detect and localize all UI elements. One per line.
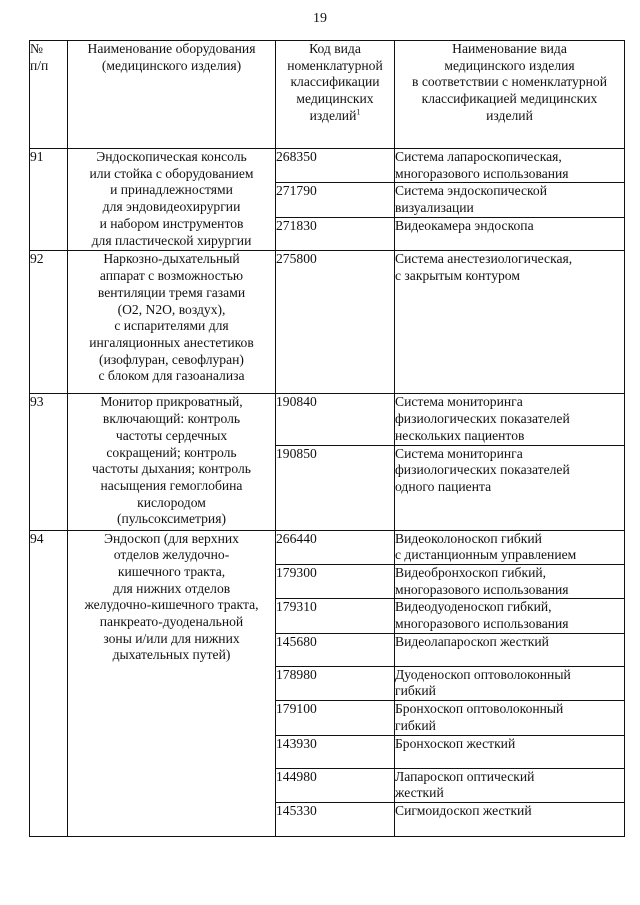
device-kind-name [395,564,625,598]
header-code-line: Код вида [309,41,361,56]
device-kind-line: Система мониторинга [395,394,523,410]
equipment-table [29,40,625,837]
device-kind-name [395,183,625,218]
nomenclature-code: 266440 [276,530,395,564]
device-kind-line: Система анестезиологическая, [395,251,573,267]
device-kind-name [395,599,625,633]
equipment-name-line: кислородом [137,494,206,510]
equipment-name-line: частоты дыхания; контроль [92,461,251,477]
row-number: 93 [30,394,68,530]
header-code-word: изделий [309,107,357,123]
device-kind-name [395,633,625,666]
device-kind-line: визуализации [395,200,474,216]
device-kind-line: Лапароскоп оптический [395,768,535,784]
footnote-marker: 1 [356,107,361,117]
equipment-name-line: вентиляции тремя газами [97,284,246,300]
header-number [30,41,68,149]
device-kind-line: одного пациента [395,478,492,494]
equipment-name [68,394,276,530]
device-kind-name [395,735,625,768]
table-row [30,149,625,183]
device-kind-name [395,218,625,251]
equipment-name-line: для нижних отделов [112,580,231,596]
row-number: 94 [30,530,68,836]
device-kind-line: Бронхоскоп жесткий [395,735,516,751]
device-kind-line: Система мониторинга [395,445,523,461]
table-row [30,394,625,445]
equipment-name-line: частоты сердечных [115,427,228,443]
header-code-line: медицинских [296,91,374,107]
header-equipment-line: (медицинского изделия) [101,57,242,73]
device-kind-line: гибкий [395,717,436,733]
equipment-name-line: зоны и/или для нижних [103,630,240,646]
equipment-name-line: Эндоскопическая консоль [96,149,247,164]
device-kind-name [395,394,625,445]
device-kind-line: Сигмоидоскоп жесткий [395,802,532,818]
equipment-name [68,530,276,836]
equipment-name-line: Эндоскоп (для верхних [104,530,239,546]
device-kind-name [395,768,625,802]
device-kind-line: с закрытым контуром [395,268,520,284]
equipment-name-line: с блоком для газоанализа [98,368,245,384]
row-number: 92 [30,251,68,394]
device-kind-line: Видеокамера эндоскопа [395,218,534,234]
nomenclature-code: 179310 [276,599,395,633]
device-kind-line: жесткий [395,785,444,801]
nomenclature-code: 268350 [276,149,395,183]
equipment-name-line: желудочно-кишечного тракта, [84,597,259,613]
table-row [30,251,625,394]
table-body [30,149,625,837]
equipment-name-line: дыхательных путей) [112,647,231,663]
equipment-name-line: ингаляционных анестетиков [89,334,254,350]
device-kind-line: Система лапароскопическая, [395,149,562,164]
device-kind-line: многоразового использования [395,165,569,181]
device-kind-line: Видеодуоденоскоп гибкий, [395,599,552,615]
header-equipment-line: Наименование оборудования [87,41,256,56]
equipment-name-line: Наркозно-дыхательный [103,251,240,267]
device-kind-name [395,149,625,183]
page-number: 19 [313,11,327,26]
device-kind-line: Дуоденоскоп оптоволоконный [395,666,571,682]
equipment-name-line: для пластической хирургии [91,232,252,248]
equipment-name-line: или стойка с оборудованием [89,165,254,181]
device-kind-line: Видеолапароскоп жесткий [395,633,549,649]
device-kind-line: многоразового использования [395,581,569,597]
equipment-name-line: Монитор прикроватный, [100,394,243,410]
equipment-name-line: и принадлежностями [110,182,233,198]
nomenclature-code: 179100 [276,701,395,735]
device-kind-line: Бронхоскоп оптоволоконный [395,701,564,717]
header-kind-line: классификацией медицинских [421,91,598,107]
table-header-row [30,41,625,149]
header-code-line: номенклатурной [287,57,383,73]
header-kind-line: медицинского изделия [444,57,575,73]
device-kind-name [395,802,625,836]
nomenclature-code: 143930 [276,735,395,768]
nomenclature-code: 271830 [276,218,395,251]
device-kind-line: Видеобронхоскоп гибкий, [395,564,547,580]
header-code-line: классификации [290,74,380,90]
header-kind-line: Наименование вида [452,41,567,56]
equipment-name-line: включающий: контроль [102,411,241,427]
device-kind-line: Система эндоскопической [395,183,547,199]
equipment-name-line: кишечного тракта, [117,563,226,579]
nomenclature-code: 145330 [276,802,395,836]
nomenclature-code: 190850 [276,445,395,530]
device-kind-line: нескольких пациентов [395,427,525,443]
equipment-name-line: (изофлуран, севофлуран) [99,351,244,367]
device-kind-name [395,530,625,564]
header-number-line: п/п [30,57,49,73]
equipment-name-line: отделов желудочно- [113,547,230,563]
header-number-line: № [30,41,43,56]
equipment-name-line: для эндовидеохирургии [102,199,241,215]
device-kind-line: физиологических показателей [395,411,570,427]
nomenclature-code: 179300 [276,564,395,598]
header-kind-line: в соответствии с номенклатурной [412,74,607,90]
device-kind-name [395,251,625,394]
device-kind-name [395,445,625,530]
header-device-kind [395,41,625,149]
device-kind-line: многоразового использования [395,616,569,632]
equipment-name-line: (O2, N2O, воздух), [117,301,226,317]
nomenclature-code: 144980 [276,768,395,802]
equipment-name-line: и набором инструментов [99,215,244,231]
header-code-line [276,108,394,125]
equipment-name-line: (пульсоксиметрия) [117,511,226,527]
equipment-name-line: панкреато-дуоденальной [99,614,244,630]
header-kind-line: изделий [486,107,533,123]
nomenclature-code: 190840 [276,394,395,445]
equipment-name-line: сокращений; контроль [106,444,237,460]
equipment-name [68,149,276,251]
nomenclature-code: 145680 [276,633,395,666]
equipment-name [68,251,276,394]
device-kind-name [395,701,625,735]
equipment-name-line: с испарителями для [114,318,229,334]
device-kind-line: с дистанционным управлением [395,547,577,563]
equipment-name-line: аппарат с возможностью [99,268,244,284]
nomenclature-code: 178980 [276,666,395,700]
header-equipment-name [68,41,276,149]
equipment-name-line: насыщения гемоглобина [100,477,243,493]
device-kind-line: гибкий [395,683,436,699]
header-code [276,41,395,149]
device-kind-name [395,666,625,700]
device-kind-line: Видеоколоноскоп гибкий [395,530,542,546]
nomenclature-code: 275800 [276,251,395,394]
nomenclature-code: 271790 [276,183,395,218]
device-kind-line: физиологических показателей [395,462,570,478]
table-row [30,530,625,564]
row-number: 91 [30,149,68,251]
